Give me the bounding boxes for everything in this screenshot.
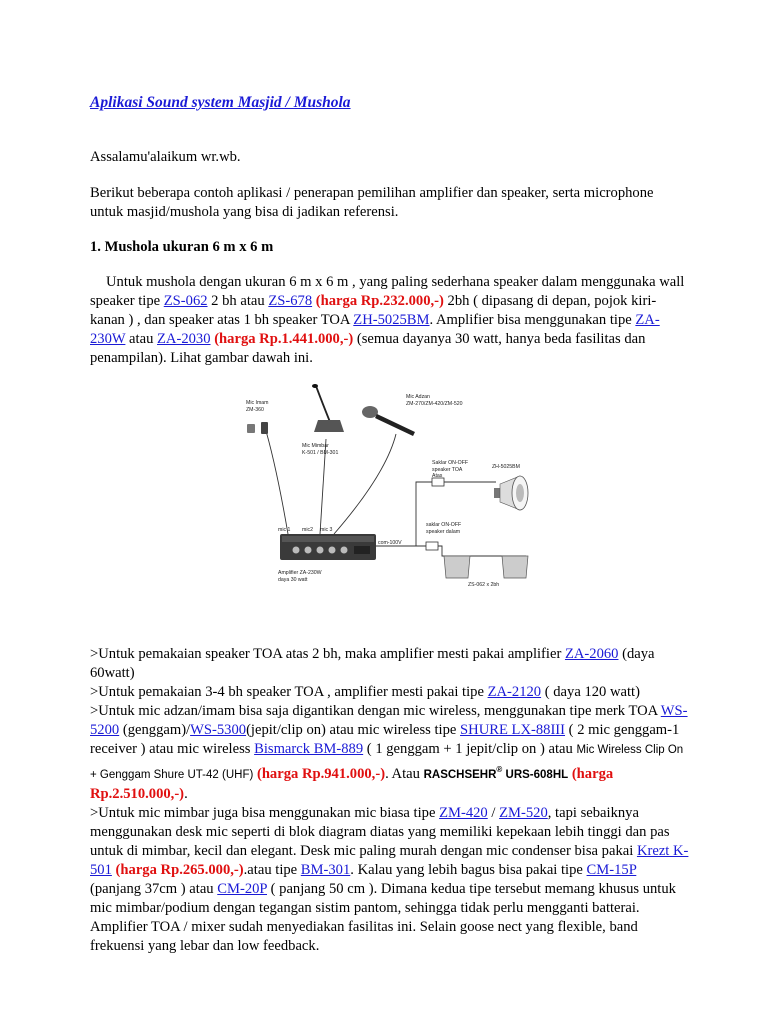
price-shure-ut42: (harga Rp.941.000,-)	[256, 765, 386, 782]
link-zh-5025bm[interactable]: ZH-5025BM	[353, 312, 430, 328]
price-zs-678: (harga Rp.232.000,-)	[315, 293, 444, 309]
label-mic1: mic 1	[278, 527, 291, 533]
label-com: com-100V	[378, 540, 402, 546]
horn-speaker-icon	[494, 476, 528, 510]
link-zs-062[interactable]: ZS-062	[163, 293, 208, 309]
price-raschsehr: (harga Rp.2.510.000,-)	[90, 765, 614, 802]
section-heading: 1. Mushola ukuran 6 m x 6 m	[90, 239, 274, 255]
label-mic-imam: Mic Imam	[246, 400, 269, 406]
label-switch-dalam-2: speaker dalam	[426, 529, 461, 535]
wall-speaker-icon	[444, 556, 528, 578]
label-switch-atas-3: Atas	[432, 473, 443, 479]
link-shure-lx-88iii[interactable]: SHURE LX-88III	[460, 722, 566, 738]
link-zs-678[interactable]: ZS-678	[268, 293, 313, 309]
label-mic-adzan: Mic Adzan	[406, 394, 430, 400]
price-krezt-k-501: (harga Rp.265.000,-)	[115, 861, 244, 878]
link-cm-15p[interactable]: CM-15P	[586, 861, 637, 878]
switch-speaker-atas-icon	[432, 478, 444, 486]
link-ws-5300[interactable]: WS-5300	[190, 722, 247, 738]
raschsehr-model: URS-608HL	[502, 768, 569, 781]
label-switch-dalam-1: saklar ON-OFF	[426, 522, 462, 528]
handheld-mic-icon	[362, 406, 414, 434]
paragraph-recommendations: >Untuk pemakaian speaker TOA atas 2 bh, maka amplifier mesti pakai amplifier ZA-2060 (daya 60watt) >Untuk pemakaian 3-4 bh speaker TOA , amplifier mesti pakai tipe ZA-2120 ( daya 120 watt) >Untuk mic adzan/imam bisa saja digantikan dengan mic wireless, menggunakan tipe merk TOA WS-5200 (genggam)/WS-5300(jepit/clip on) atau mic wireless tipe SHURE LX-88III ( 2 mic genggam-1 receiver ) atau mic wireless Bismarck BM-889 ( 1 genggam + 1 jepit/clip on ) atau Mic Wireless Clip On + Genggam Shure UT-42 (UHF) (harga Rp.941.000,-). Atau RASCHSEHR® URS-608HL (harga Rp.2.510.000,-). >Untuk mic mimbar juga bisa menggunakan mic biasa tipe ZM-420 / ZM-520, tapi sebaiknya menggunakan desk mic seperti di blok diagram diatas yang memiliki kepekaan lebih tinggi dan pas untuk di mimbar, kecil dan elegant. Desk mic paling murah dengan mic condenser bisa pakai Krezt K-501 (harga Rp.265.000,-).atau tipe BM-301. Kalau yang lebih bagus bisa pakai tipe CM-15P (panjang 37cm ) atau CM-20P ( panjang 50 cm ). Dimana kedua tipe tersebut memang khusus untuk mic mimbar/podium dengan tegangan sistim pantom, sehingga tidak perlu mengganti batterai. Amplifier TOA / mixer sudah menyediakan fasilitas ini. Selain goose nect yang flexible, band frekuensi yang lebar dan low feedback.	[90, 646, 689, 954]
label-mic-mimbar-model: K-501 / BM-301	[302, 450, 339, 456]
label-switch-atas-1: Saklar ON-OFF	[432, 460, 469, 466]
link-ws-5200[interactable]: WS-5200	[90, 703, 688, 738]
title-link[interactable]: Aplikasi Sound system Masjid / Mushola	[90, 94, 351, 111]
label-mic2: mic2	[302, 527, 313, 533]
desk-mic-icon	[312, 384, 344, 432]
intro-paragraph: Berikut beberapa contoh aplikasi / penerapan pemilihan amplifier dan speaker, serta microphone untuk masjid/mushola yang bisa di jadikan referensi.	[90, 185, 654, 220]
label-mic-imam-model: ZM-360	[246, 407, 264, 413]
link-za-2120[interactable]: ZA-2120	[487, 684, 542, 700]
label-wall-speaker: ZS-062 x 2bh	[468, 582, 500, 588]
link-krezt-k-501[interactable]: Krezt K-501	[90, 842, 689, 878]
link-za-230w[interactable]: ZA-230W	[90, 312, 660, 347]
link-zm-520[interactable]: ZM-520	[499, 804, 548, 821]
label-amp: Amplifier ZA-230W	[278, 570, 322, 576]
label-switch-atas-2: speaker TOA	[432, 467, 463, 473]
label-mic-adzan-model: ZM-270/ZM-420/ZM-520	[406, 401, 463, 407]
link-bm-301[interactable]: BM-301	[300, 861, 351, 878]
label-mic3: mic 3	[320, 527, 333, 533]
switch-speaker-dalam-icon	[426, 542, 438, 550]
price-za-2030: (harga Rp.1.441.000,-)	[214, 331, 354, 347]
shure-ut42-name: Mic Wireless Clip On + Genggam Shure UT-42 (UHF)	[90, 744, 684, 781]
label-mic-mimbar: Mic Mimbar	[302, 443, 329, 449]
link-zm-420[interactable]: ZM-420	[439, 804, 488, 821]
link-za-2060[interactable]: ZA-2060	[564, 646, 619, 662]
registered-mark: ®	[496, 765, 503, 774]
raschsehr-name: RASCHSEHR	[423, 768, 497, 781]
label-horn-model: ZH-5025BM	[492, 464, 520, 470]
greeting: Assalamu'alaikum wr.wb.	[90, 149, 241, 165]
label-amp-power: daya 30 watt	[278, 577, 308, 583]
link-bismarck-bm-889[interactable]: Bismarck BM-889	[254, 741, 364, 757]
link-za-2030[interactable]: ZA-2030	[157, 331, 211, 347]
amplifier-icon	[280, 534, 376, 560]
link-cm-20p[interactable]: CM-20P	[217, 880, 267, 897]
paragraph-mushola: Untuk mushola dengan ukuran 6 m x 6 m , yang paling sederhana speaker dalam menggunaka wall speaker tipe ZS-062 2 bh atau ZS-678 (harga Rp.232.000,-) 2bh ( dipasang di depan, pojok kiri-kanan ) , dan speaker atas 1 bh speaker TOA ZH-5025BM. Amplifier bisa menggunakan tipe ZA-230W atau ZA-2030 (harga Rp.1.441.000,-) (semua dayanya 30 watt, hanya beda fasilitas dan penampilan). Lihat gambar dawah ini.	[90, 274, 685, 366]
wiring-diagram	[236, 384, 556, 604]
mic-imam-icon	[247, 422, 268, 434]
page-title	[90, 93, 351, 112]
